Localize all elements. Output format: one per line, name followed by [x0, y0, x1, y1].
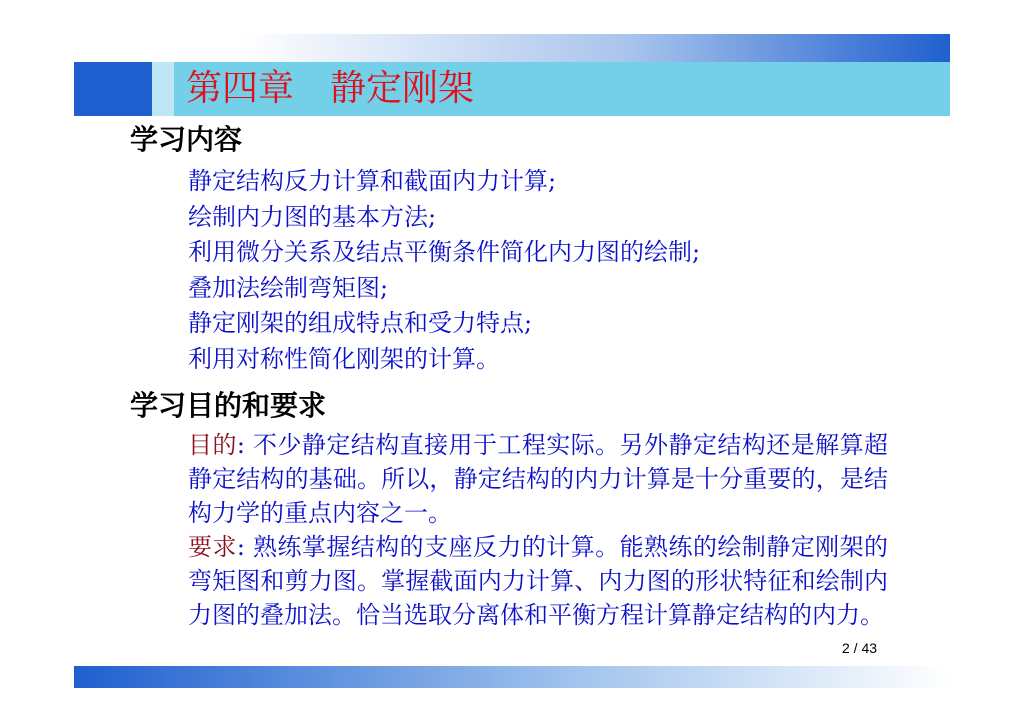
- list-item: 静定刚架的组成特点和受力特点;: [188, 309, 533, 337]
- list-item: 叠加法绘制弯矩图;: [188, 273, 389, 302]
- top-gradient-bar: [240, 34, 950, 62]
- bottom-gradient-bar: [74, 666, 950, 688]
- purpose-text: : 不少静定结构直接用于工程实际。另外静定结构还是解算超静定结构的基础。所以，静定结构的内力计算是十分重要的，是结构力学的重点内容之一。: [188, 431, 889, 527]
- purpose-label: 目的: [188, 431, 237, 459]
- list-item: 静定结构反力计算和截面内力计算;: [188, 167, 557, 195]
- section-heading-content: 学习内容: [130, 123, 243, 156]
- purpose-paragraph: [188, 428, 888, 530]
- list-item: 绘制内力图的基本方法;: [188, 202, 437, 231]
- requirement-paragraph: [188, 530, 888, 632]
- title-accent-stripe: [152, 62, 174, 116]
- list-item: 利用对称性简化刚架的计算。: [188, 344, 500, 373]
- page-title: 第四章 静定刚架: [186, 68, 475, 109]
- page-number: 2 / 43: [842, 640, 878, 656]
- list-item: 利用微分关系及结点平衡条件简化内力图的绘制;: [188, 238, 701, 266]
- requirement-text: : 熟练掌握结构的支座反力的计算。能熟练的绘制静定刚架的弯矩图和剪力图。掌握截面内力计算、内力图的形状特征和绘制内力图的叠加法。恰当选取分离体和平衡方程计算静定结构的内力。: [188, 533, 889, 629]
- content-list: [188, 164, 700, 377]
- requirement-label: 要求: [188, 533, 237, 561]
- title-accent-block: [74, 62, 152, 116]
- section-heading-goals: 学习目的和要求: [130, 389, 327, 422]
